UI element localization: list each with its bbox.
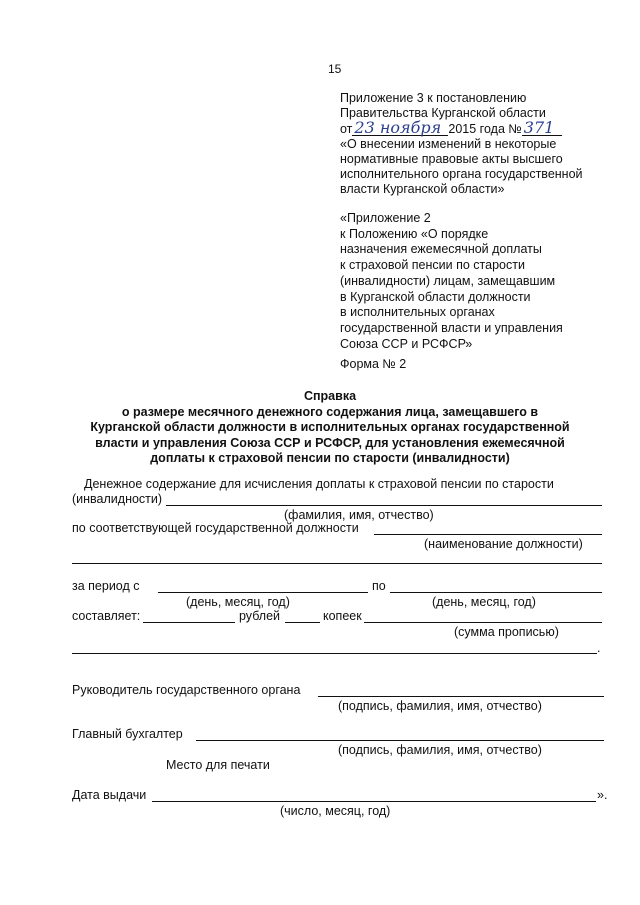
date-prefix: от [340,122,353,136]
appendix-line: Приложение 3 к постановлению [340,91,527,105]
head-signature-field[interactable] [318,696,604,697]
period-from-label: за период с [72,579,140,593]
appendix-line: «О внесении изменений в некоторые [340,137,557,151]
stamp-place: Место для печати [166,758,270,772]
issue-date-end: ». [597,788,608,802]
kopecks-field[interactable] [285,622,320,623]
intro-text: Денежное содержание для исчисления доплаты к страховой пенсии по старости [84,477,554,491]
head-hint: (подпись, фамилия, имя, отчество) [338,699,542,713]
amount-hint: (сумма прописью) [454,625,559,639]
head-label: Руководитель государственного органа [72,683,301,697]
form-number: Форма № 2 [340,357,407,371]
handwritten-number: 371 [522,121,562,136]
issue-date-field[interactable] [152,801,596,802]
date-from-hint: (день, месяц, год) [186,595,290,609]
position-field-continued[interactable] [72,563,602,564]
annex-line: к страховой пенсии по старости [340,258,525,273]
annex-line: назначения ежемесячной доплаты [340,242,542,257]
amount-words-field-continued[interactable] [72,653,597,654]
appendix-line: Правительства Курганской области [340,106,546,120]
fio-field[interactable] [166,505,602,506]
appendix-line: нормативные правовые акты высшего [340,152,563,166]
annex-reference [340,211,602,352]
amount-words-field[interactable] [364,622,602,623]
title-line: Курганской области должности в исполнительных органах государственной [90,420,570,434]
period-from-field[interactable] [158,592,368,593]
document-title [66,389,594,467]
issue-date-label: Дата выдачи [72,788,147,802]
title-line: власти и управления Союза ССР и РСФСР, для установления ежемесячной [95,435,565,450]
accountant-signature-field[interactable] [196,740,604,741]
fio-hint: (фамилия, имя, отчество) [284,508,434,522]
annex-line: «Приложение 2 [340,211,431,225]
annex-line: к Положению «О порядке [340,226,489,241]
position-field[interactable] [374,534,602,535]
title-line: доплаты к страховой пенсии по старости (инвалидности) [150,451,510,465]
amount-label: составляет: [72,609,141,623]
appendix-date-line [340,118,602,137]
appendix-line: исполнительного органа государственной [340,167,583,181]
appendix-line: власти Курганской области» [340,182,505,196]
annex-line: в исполнительных органах [340,305,495,320]
rubles-label: рублей [239,609,281,623]
amount-end-dot: . [597,641,601,655]
year-label: 2015 года № [448,122,522,136]
accountant-hint: (подпись, фамилия, имя, отчество) [338,743,542,757]
appendix-header [340,91,602,197]
disability-label: (инвалидности) [72,492,163,506]
annex-line: (инвалидности) лицам, замещавшим [340,273,556,288]
rubles-field[interactable] [143,622,235,623]
annex-line: государственной власти и управления [340,320,563,335]
annex-line: в Курганской области должности [340,289,531,304]
position-label: по соответствующей государственной должности [72,521,359,535]
period-to-field[interactable] [390,592,602,593]
annex-line: Союза ССР и РСФСР» [340,336,473,351]
issue-date-hint: (число, месяц, год) [280,804,391,818]
title-line: Справка [303,389,357,403]
accountant-label: Главный бухгалтер [72,727,183,741]
period-to-label: по [372,579,386,593]
kopecks-label: копеек [323,609,362,623]
position-hint: (наименование должности) [424,537,583,551]
title-line: о размере месячного денежного содержания лица, замещавшего в [121,404,539,419]
page-number: 15 [328,62,342,76]
handwritten-date: 23 ноября [352,121,448,136]
date-to-hint: (день, месяц, год) [432,595,536,609]
